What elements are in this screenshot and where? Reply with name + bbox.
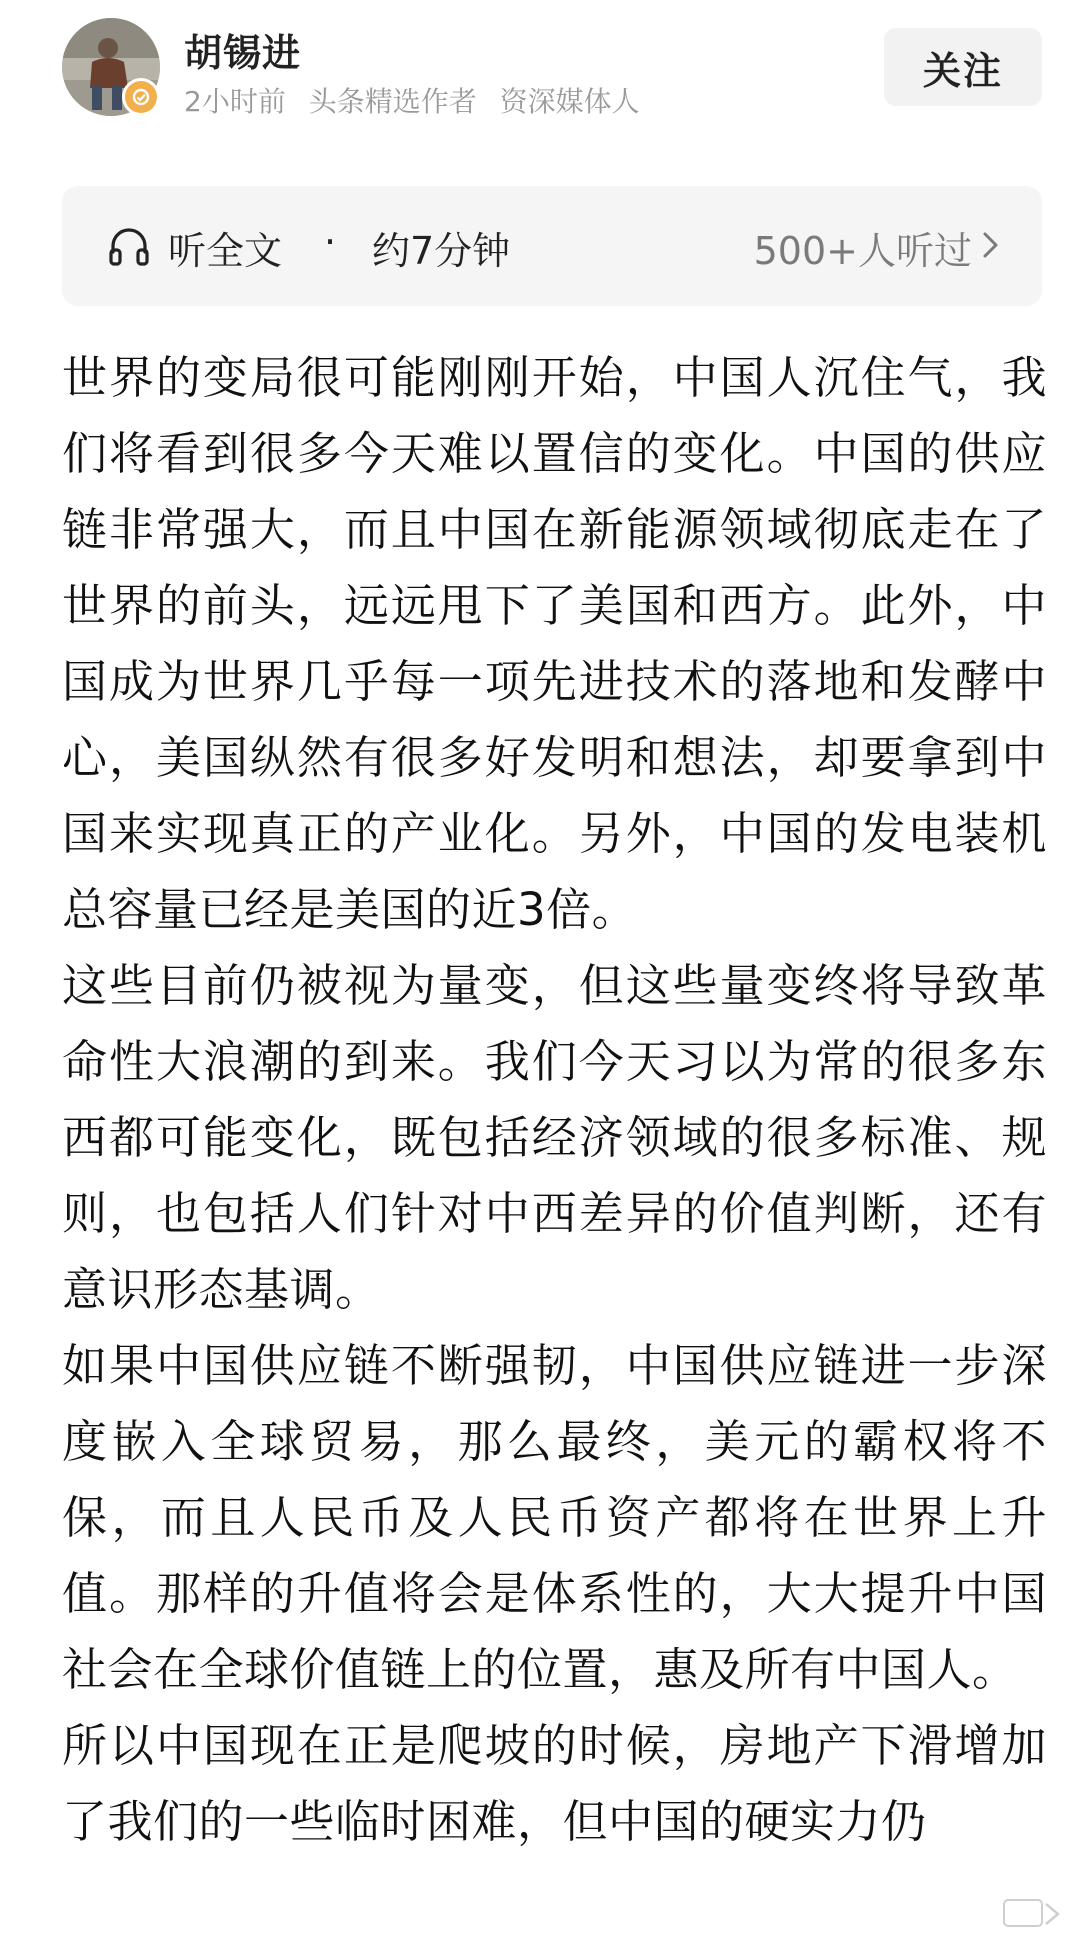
more-content-icon [1002,1894,1062,1934]
post-time: 2小时前 [184,85,286,118]
article-paragraph: 如果中国供应链不断强韧，中国供应链进一步深度嵌入全球贸易，那么最终，美元的霸权将不保，而且人民币及人民币资产都将在世界上升值。那样的升值将会是体系性的，大大提升中国社会在全球价值链上的位置，惠及所有中国人。 [62,1339,1047,1696]
listen-count: 500+人听过 [753,229,972,273]
author-header [0,0,1080,150]
author-name[interactable]: 胡锡进 [184,31,302,75]
author-meta [184,80,654,120]
article-body [62,340,1047,1860]
listen-full-text-bar[interactable] [62,186,1042,306]
chevron-right-icon [980,230,1002,260]
article-paragraph: 世界的变局很可能刚刚开始，中国人沉住气，我们将看到很多今天难以置信的变化。中国的供应链非常强大，而且中国在新能源领域彻底走在了世界的前头，远远甩下了美国和西方。此外，中国成为世界几乎每一项先进技术的落地和发酵中心，美国纵然有很多好发明和想法，却要拿到中国来实现真正的产业化。另外，中国的发电装机总容量已经是美国的近3倍。 [62,351,1047,936]
headphone-icon [106,224,152,270]
follow-button[interactable]: 关注 [884,28,1042,106]
listen-duration: 约7分钟 [372,229,511,273]
listen-label: 听全文 [168,229,283,273]
article-paragraph: 这些目前仍被视为量变，但这些量变终将导致革命性大浪潮的到来。我们今天习以为常的很多东西都可能变化，既包括经济领域的很多标准、规则，也包括人们针对中西差异的价值判断，还有意识形态基调。 [62,959,1047,1316]
verified-badge-icon [122,78,160,116]
article-paragraph: 所以中国现在正是爬坡的时候，房地产下滑增加了我们的一些临时困难，但中国的硬实力仍 [62,1719,1047,1848]
author-tag: 头条精选作者 [308,85,477,118]
author-tag: 资深媒体人 [499,85,640,118]
listen-separator: · [324,220,337,264]
